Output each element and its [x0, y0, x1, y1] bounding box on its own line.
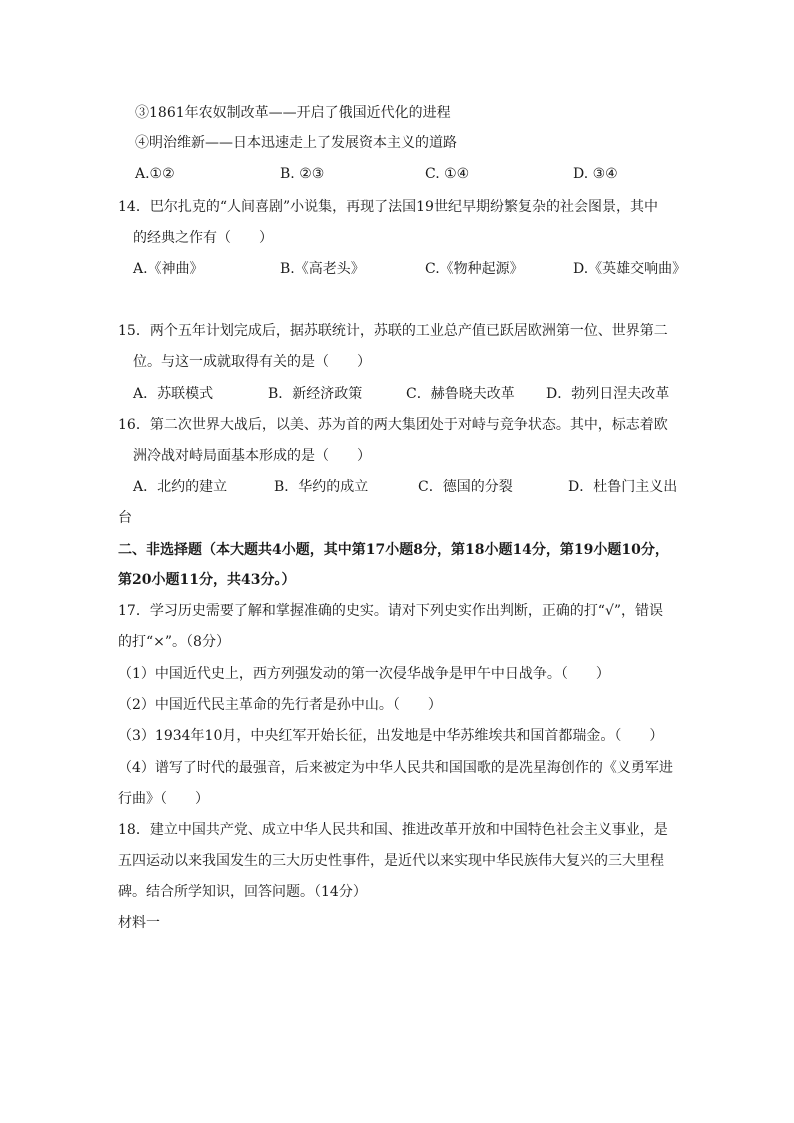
- q17-item-4-line2: 行曲》（ ）: [118, 791, 209, 807]
- option-b: B. ②③: [280, 166, 325, 182]
- q14-option-c: C.《物种起源》: [425, 261, 524, 277]
- item-3: ③1861年农奴制改革——开启了俄国近代化的进程: [135, 105, 451, 121]
- q14-option-b: B.《高老头》: [280, 261, 365, 277]
- q17-item-2: （2）中国近代民主革命的先行者是孙中山。（ ）: [118, 697, 442, 713]
- item-4: ④明治维新——日本迅速走上了发展资本主义的道路: [135, 135, 457, 151]
- q18-stem-line3: 碑。结合所学知识，回答问题。（14分）: [118, 884, 367, 900]
- q18-stem-line2: 五四运动以来我国发生的三大历史性事件，是近代以来实现中华民族伟大复兴的三大里程: [118, 853, 664, 869]
- q14-stem-line1: 14．巴尔扎克的“人间喜剧”小说集，再现了法国19世纪早期纷繁复杂的社会图景，其中: [118, 199, 658, 215]
- q17-item-3: （3）1934年10月，中央红军开始长征，出发地是中华苏维埃共和国首都瑞金。（ ）: [118, 728, 664, 744]
- q17-stem-line2: 的打“×”。（8分）: [118, 634, 230, 650]
- section-heading-line1: 二、非选择题（本大题共4小题，其中第17小题8分，第18小题14分，第19小题10分，: [118, 542, 669, 558]
- q15-option-c: C．赫鲁晓夫改革: [406, 386, 515, 402]
- q15-option-b: B．新经济政策: [268, 386, 363, 402]
- q15-stem-line1: 15．两个五年计划完成后，据苏联统计，苏联的工业总产值已跃居欧洲第一位、世界第二: [118, 323, 668, 339]
- q16-stem-line2: 洲冷战对峙局面基本形成的是（ ）: [133, 448, 371, 464]
- q17-item-4: （4）谱写了时代的最强音，后来被定为中华人民共和国国歌的是冼星海创作的《义勇军进: [118, 760, 673, 776]
- q14-option-d: D.《英雄交响曲》: [573, 261, 687, 277]
- q16-overflow: 台: [118, 510, 132, 526]
- q16-option-a: A．北约的建立: [133, 479, 228, 495]
- q16-option-c: C．德国的分裂: [418, 479, 513, 495]
- section-heading-line2: 第20小题11分，共43分。）: [118, 572, 296, 588]
- q15-stem-line2: 位。与这一成就取得有关的是（ ）: [133, 354, 371, 370]
- option-d: D. ③④: [573, 166, 618, 182]
- material-label: 材料一: [118, 915, 160, 931]
- q17-stem-line1: 17．学习历史需要了解和掌握准确的史实。请对下列史实作出判断，正确的打“√”，错误: [118, 603, 664, 619]
- q18-stem-line1: 18．建立中国共产党、成立中华人民共和国、推进改革开放和中国特色社会主义事业，是: [118, 822, 668, 838]
- q15-option-a: A．苏联模式: [133, 386, 214, 402]
- q16-stem-line1: 16．第二次世界大战后，以美、苏为首的两大集团处于对峙与竞争状态。其中，标志着欧: [118, 417, 668, 433]
- q16-option-d: D．杜鲁门主义出: [568, 479, 678, 495]
- q14-option-a: A.《神曲》: [133, 261, 204, 277]
- option-c: C. ①④: [425, 166, 470, 182]
- option-a: A.①②: [135, 166, 175, 182]
- q17-item-1: （1）中国近代史上，西方列强发动的第一次侵华战争是甲午中日战争。（ ）: [118, 666, 610, 682]
- q15-option-d: D．勃列日涅夫改革: [546, 386, 670, 402]
- q16-option-b: B．华约的成立: [274, 479, 369, 495]
- q14-stem-line2: 的经典之作有（ ）: [133, 230, 273, 246]
